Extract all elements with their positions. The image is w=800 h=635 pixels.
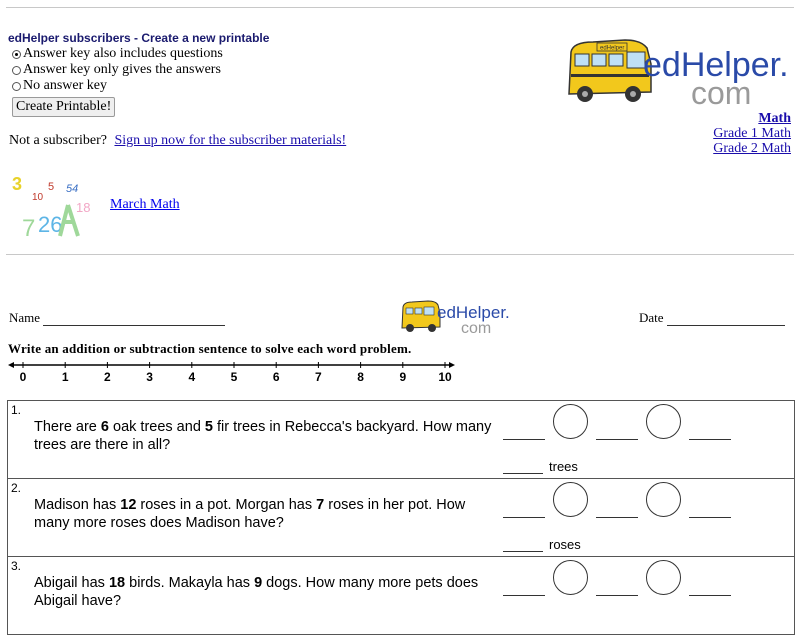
number-line-label: 4 bbox=[188, 370, 196, 384]
instructions: Write an addition or subtraction sentence to solve each word problem. bbox=[8, 341, 412, 356]
problem-text-part: dogs. How many more pets does Abigail have? bbox=[34, 575, 479, 609]
right-links bbox=[713, 111, 791, 156]
name-field bbox=[9, 310, 225, 326]
problem-text-part: roses in a pot. Morgan has bbox=[136, 497, 317, 513]
problem-text-part: birds. Makayla has bbox=[125, 575, 255, 591]
svg-text:edHelper: edHelper bbox=[600, 45, 625, 52]
answer-blank[interactable] bbox=[689, 439, 731, 440]
operator-circle[interactable] bbox=[646, 560, 681, 595]
name-label: Name bbox=[9, 310, 41, 325]
number-line-label: 3 bbox=[146, 370, 153, 384]
svg-text:3: 3 bbox=[12, 174, 23, 194]
answer-option-none[interactable] bbox=[12, 78, 107, 94]
march-math-icon[interactable] bbox=[8, 170, 98, 240]
answer-blank[interactable] bbox=[596, 439, 638, 440]
answer-option-questions[interactable] bbox=[12, 46, 223, 62]
create-printable-button[interactable]: Create Printable! bbox=[12, 97, 115, 117]
option-label: Answer key also includes questions bbox=[23, 46, 223, 61]
grade1-math-link[interactable]: Grade 1 Math bbox=[713, 126, 791, 141]
number-line-label: 9 bbox=[399, 370, 407, 384]
problem-number-value: 6 bbox=[100, 419, 109, 435]
answer-blank[interactable] bbox=[596, 595, 638, 596]
arrow-left-icon bbox=[8, 362, 14, 368]
operator-circle[interactable] bbox=[646, 482, 681, 517]
number-line-label: 8 bbox=[357, 370, 364, 384]
radio-selected[interactable] bbox=[12, 50, 21, 59]
subscribers-title: edHelper subscribers - Create a new printable bbox=[8, 31, 270, 45]
problem-text bbox=[34, 418, 504, 454]
answer-blank[interactable] bbox=[503, 473, 543, 474]
number-line-label: 10 bbox=[438, 370, 452, 384]
number-line-label: 5 bbox=[230, 370, 238, 384]
svg-text:edHelper.: edHelper. bbox=[437, 303, 510, 322]
march-math-link[interactable]: March Math bbox=[110, 197, 180, 212]
answer-blank[interactable] bbox=[503, 551, 543, 552]
problem-box bbox=[7, 478, 795, 557]
problem-number-value: 18 bbox=[108, 575, 126, 591]
math-link[interactable]: Math bbox=[758, 111, 791, 126]
radio[interactable] bbox=[12, 66, 21, 75]
school-bus-icon bbox=[402, 301, 440, 332]
problem-number-value: 9 bbox=[254, 575, 263, 591]
problem-text-part: fir trees in Rebecca's backyard. How many trees are there in all? bbox=[34, 419, 492, 453]
radio[interactable] bbox=[12, 82, 21, 91]
svg-text:54: 54 bbox=[66, 183, 79, 195]
problem-number: 1. bbox=[11, 403, 22, 417]
problem-text-part: Madison has bbox=[34, 497, 121, 513]
problem-number: 3. bbox=[11, 559, 22, 573]
problem-text-part: oak trees and bbox=[108, 419, 205, 435]
svg-text:18: 18 bbox=[76, 200, 91, 215]
answer-unit: roses bbox=[549, 537, 581, 552]
operator-circle[interactable] bbox=[553, 404, 588, 439]
problem-number-value: 5 bbox=[204, 419, 213, 435]
svg-text:edHelper.: edHelper. bbox=[643, 46, 789, 84]
number-line-label: 0 bbox=[19, 370, 27, 384]
answer-blank[interactable] bbox=[596, 517, 638, 518]
number-line-label: 2 bbox=[104, 370, 111, 384]
not-subscriber-text: Not a subscriber? bbox=[9, 133, 107, 148]
svg-text:com: com bbox=[461, 320, 492, 337]
svg-text:10: 10 bbox=[32, 192, 44, 203]
number-line-label: 7 bbox=[315, 370, 322, 384]
answer-option-answers[interactable] bbox=[12, 62, 221, 78]
signup-link[interactable]: Sign up now for the subscriber materials! bbox=[114, 133, 347, 148]
answer-blank[interactable] bbox=[503, 439, 545, 440]
number-line-label: 1 bbox=[61, 370, 69, 384]
answer-blank[interactable] bbox=[689, 517, 731, 518]
answer-blank[interactable] bbox=[503, 517, 545, 518]
svg-text:26: 26 bbox=[38, 212, 63, 237]
answer-unit: trees bbox=[549, 459, 578, 474]
problem-number-value: 7 bbox=[316, 497, 325, 513]
problem-text bbox=[34, 574, 504, 610]
date-field bbox=[639, 310, 785, 326]
operator-circle[interactable] bbox=[646, 404, 681, 439]
option-label: No answer key bbox=[23, 78, 107, 93]
option-label: Answer key only gives the answers bbox=[23, 62, 221, 77]
operator-circle[interactable] bbox=[553, 482, 588, 517]
problem-text-part: roses in her pot. How many more roses does Madison have? bbox=[34, 497, 466, 531]
problem-box bbox=[7, 556, 795, 635]
grade2-math-link[interactable]: Grade 2 Math bbox=[713, 141, 791, 156]
number-line bbox=[6, 356, 466, 386]
svg-text:5: 5 bbox=[48, 181, 55, 193]
answer-blank[interactable] bbox=[503, 595, 545, 596]
operator-circle[interactable] bbox=[553, 560, 588, 595]
number-line-label: 6 bbox=[272, 370, 280, 384]
name-underline bbox=[43, 313, 225, 326]
svg-text:com: com bbox=[691, 75, 752, 111]
answer-blank[interactable] bbox=[689, 595, 731, 596]
top-divider bbox=[6, 7, 794, 8]
problem-number: 2. bbox=[11, 481, 22, 495]
not-subscriber-row bbox=[9, 133, 346, 149]
problem-number-value: 12 bbox=[120, 497, 137, 513]
problem-text-part: There are bbox=[34, 419, 101, 435]
problem-text bbox=[34, 496, 504, 532]
date-underline bbox=[667, 313, 785, 326]
edhelper-logo-small bbox=[400, 297, 515, 339]
section-divider bbox=[6, 254, 794, 255]
arrow-right-icon bbox=[449, 362, 455, 368]
problem-box bbox=[7, 400, 795, 479]
date-label: Date bbox=[639, 310, 664, 325]
edhelper-logo[interactable] bbox=[563, 34, 793, 114]
problem-text-part: Abigail has bbox=[34, 575, 109, 591]
school-bus-icon bbox=[569, 40, 651, 102]
svg-text:7: 7 bbox=[22, 215, 36, 240]
